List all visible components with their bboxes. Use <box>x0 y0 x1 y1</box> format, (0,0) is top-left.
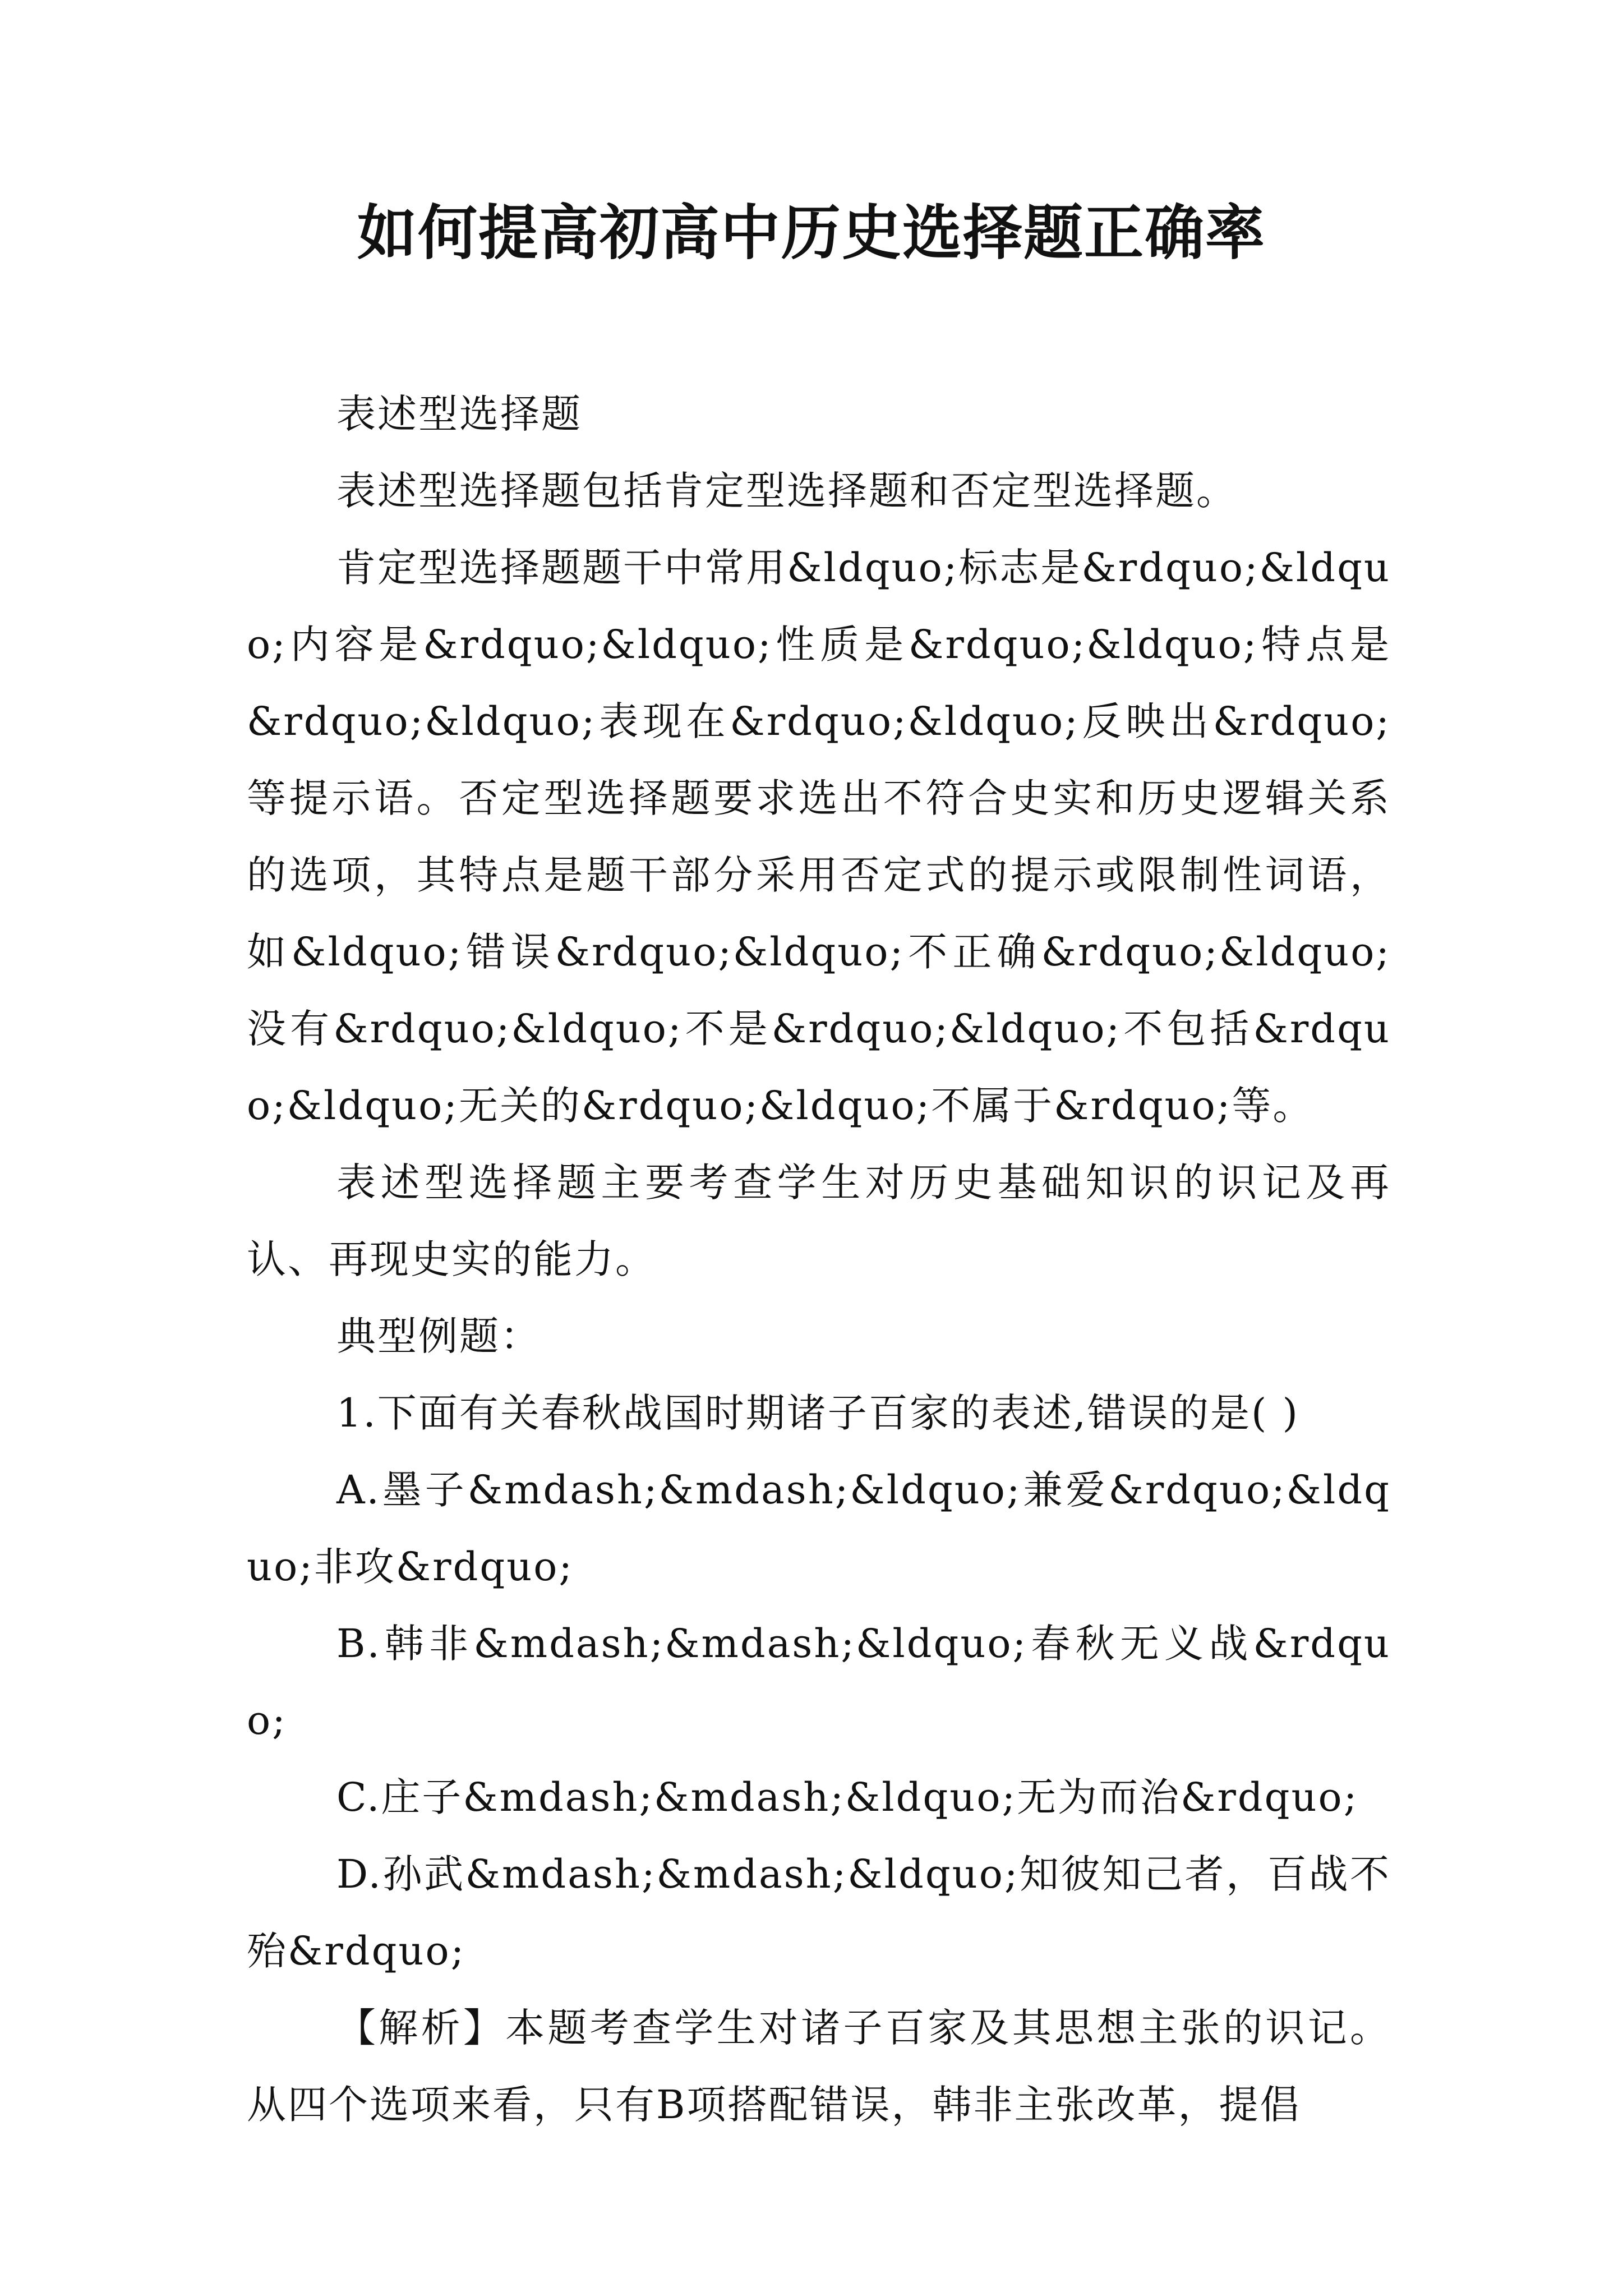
example-heading: 典型例题： <box>336 1313 541 1359</box>
option-c: C.庄子&mdash;&mdash;&ldquo;无为而治&rdquo; <box>336 1774 1359 1820</box>
option-d: D.孙武&mdash;&mdash;&ldquo;知彼知己者，百战不殆&rdquo; <box>247 1851 1391 1974</box>
option-b: B.韩非&mdash;&mdash;&ldquo;春秋无义战&rdquo; <box>247 1621 1391 1743</box>
question: 1.下面有关春秋战国时期诸子百家的表述,错误的是( ) <box>336 1390 1299 1436</box>
document-title: 如何提高初高中历史选择题正确率 <box>357 197 1266 268</box>
paragraph: 肯定型选择题题干中常用&ldquo;标志是&rdquo;&ldquo;内容是&rdquo;&ldquo;性质是&rdquo;&ldquo;特点是&rdquo;&ldquo;表现在&rdquo;&ldquo;反映出&rdquo;等提示语。否定型选择题要求选出不符合史实和历史逻辑关系的选项，其特点是题干部分采用否定式的提示或限制性词语，如&ldquo;错误&rdquo;&ldquo;不正确&rdquo;&ldquo;没有&rdquo;&ldquo;不是&rdquo;&ldquo;不包括&rdquo;&ldquo;无关的&rdquo;&ldquo;不属于&rdquo;等。 <box>247 545 1391 1129</box>
paragraph: 表述型选择题包括肯定型选择题和否定型选择题。 <box>336 468 1237 514</box>
document-body <box>247 376 1391 2143</box>
option-a: A.墨子&mdash;&mdash;&ldquo;兼爱&rdquo;&ldquo;非攻&rdquo; <box>247 1467 1391 1590</box>
analysis-paragraph: 【解析】本题考查学生对诸子百家及其思想主张的识记。从四个选项来看，只有B项搭配错误，韩非主张改革，提倡 <box>247 2005 1391 2128</box>
section-heading: 表述型选择题 <box>336 391 582 437</box>
paragraph: 表述型选择题主要考查学生对历史基础知识的识记及再认、再现史实的能力。 <box>247 1159 1391 1282</box>
